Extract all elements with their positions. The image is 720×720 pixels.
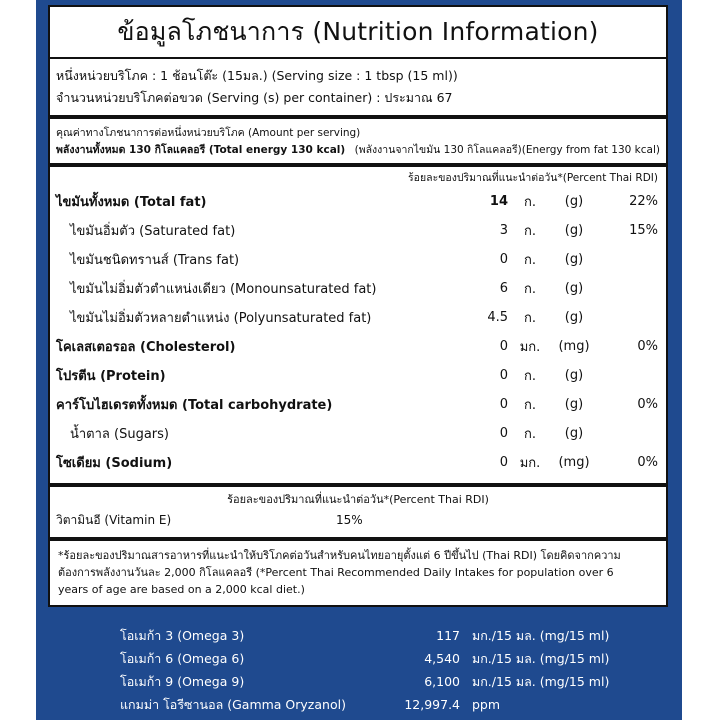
nutrient-name: คาร์โบไฮเดรตทั้งหมด (Total carbohydrate) xyxy=(56,398,333,413)
nutrient-unit-th: ก. xyxy=(523,398,536,413)
vitamin-e-row xyxy=(56,509,660,531)
nutrient-unit: (g) xyxy=(564,397,584,412)
nutrient-row-total-fat xyxy=(56,187,660,216)
nutrient-name: น้ำตาล (Sugars) xyxy=(70,427,169,442)
nutrient-row-monounsaturated-fat xyxy=(56,274,660,303)
nutrient-unit: (mg) xyxy=(558,455,590,470)
energy-from-fat: (พลังงานจากไขมัน 130 กิโลแคลอรี)(Energy from fat 130 kcal) xyxy=(354,144,660,156)
nutrient-qty: 3 xyxy=(499,223,508,238)
extra-nutrients xyxy=(120,624,660,716)
nutrient-qty: 6 xyxy=(499,281,508,296)
nutrient-row-trans-fat xyxy=(56,245,660,274)
nutrient-qty: 0 xyxy=(499,397,508,412)
nutrient-name: โซเดียม (Sodium) xyxy=(56,456,173,471)
vitamin-block xyxy=(50,487,666,537)
vitamin-rdi-header: ร้อยละของปริมาณที่แนะนำต่อวัน*(Percent Thai RDI) xyxy=(227,493,489,506)
total-energy: พลังงานทั้งหมด 130 กิโลแคลอรี (Total energy 130 kcal) xyxy=(56,144,346,156)
nutrient-qty: 4.5 xyxy=(487,310,508,325)
footnote xyxy=(50,541,666,604)
vitamin-e-name: วิตามินอี (Vitamin E) xyxy=(56,513,172,527)
nutrient-name: ไขมันทั้งหมด (Total fat) xyxy=(56,195,207,210)
nutrient-unit: (mg) xyxy=(558,339,590,354)
extra-unit: มก./15 มล. (mg/15 ml) xyxy=(472,628,610,643)
nutrient-pct: 0% xyxy=(637,339,658,354)
nutrient-unit-th: ก. xyxy=(523,195,536,210)
nutrient-qty: 0 xyxy=(499,339,508,354)
nutrient-row-sugars xyxy=(56,419,660,448)
footnote-line-2: ต้องการพลังงานวันละ 2,000 กิโลแคลอรี (*Percent Thai Recommended Daily Intakes for population over 6 xyxy=(58,566,614,579)
energy-row xyxy=(56,141,660,159)
extra-row-omega-3 xyxy=(120,624,660,647)
extra-unit: มก./15 มล. (mg/15 ml) xyxy=(472,651,610,666)
servings-per-container: จำนวนหน่วยบริโภคต่อขวด (Serving (s) per container) : ประมาณ 67 xyxy=(56,90,453,105)
nutrient-name: โคเลสเตอรอล (Cholesterol) xyxy=(56,340,236,355)
nutrition-label xyxy=(48,5,668,607)
footnote-line-1: *ร้อยละของปริมาณสารอาหารที่แนะนำให้บริโภคต่อวันสำหรับคนไทยอายุตั้งแต่ 6 ปีขึ้นไป (Thai RDI) โดยคิดจากความ xyxy=(58,549,621,562)
nutrient-qty: 0 xyxy=(499,252,508,267)
extra-name: โอเมก้า 9 (Omega 9) xyxy=(120,674,245,689)
nutrient-unit-th: มก. xyxy=(519,456,541,471)
rdi-header: ร้อยละของปริมาณที่แนะนำต่อวัน*(Percent Thai RDI) xyxy=(408,172,658,184)
nutrient-unit: (g) xyxy=(564,426,584,441)
extra-row-gamma-oryzanol xyxy=(120,693,660,716)
nutrient-qty: 0 xyxy=(499,426,508,441)
nutrient-unit: (g) xyxy=(564,368,584,383)
nutrient-unit: (g) xyxy=(564,310,584,325)
extra-row-omega-6 xyxy=(120,647,660,670)
footnote-line-3: years of age are based on a 2,000 kcal diet.) xyxy=(58,583,305,596)
nutrient-row-cholesterol xyxy=(56,332,660,361)
nutrient-row-sodium xyxy=(56,448,660,477)
serving-info xyxy=(50,59,666,109)
nutrient-name: ไขมันอิ่มตัว (Saturated fat) xyxy=(70,224,236,239)
nutrient-pct: 15% xyxy=(629,223,658,238)
nutrient-name: โปรตีน (Protein) xyxy=(56,369,166,384)
extra-value: 6,100 xyxy=(424,674,460,689)
serving-size: หนึ่งหน่วยบริโภค : 1 ช้อนโต๊ะ (15มล.) (Serving size : 1 tbsp (15 ml)) xyxy=(56,68,458,83)
extra-value: 4,540 xyxy=(424,651,460,666)
nutrient-unit-th: ก. xyxy=(523,311,536,326)
nutrient-unit-th: ก. xyxy=(523,427,536,442)
nutrient-unit-th: ก. xyxy=(523,224,536,239)
nutrient-row-polyunsaturated-fat xyxy=(56,303,660,332)
extra-value: 117 xyxy=(436,628,460,643)
extra-unit: ppm xyxy=(472,697,501,712)
nutrient-unit: (g) xyxy=(564,281,584,296)
nutrient-pct: 0% xyxy=(637,397,658,412)
nutrient-row-protein xyxy=(56,361,660,390)
nutrient-row-total-carbohydrate xyxy=(56,390,660,419)
nutrient-unit-th: ก. xyxy=(523,369,536,384)
extra-name: แกมม่า โอรีซานอล (Gamma Oryzanol) xyxy=(120,697,346,712)
nutrient-row-saturated-fat xyxy=(56,216,660,245)
nutrient-pct: 0% xyxy=(637,455,658,470)
nutrient-table xyxy=(50,167,666,483)
extra-unit: มก./15 มล. (mg/15 ml) xyxy=(472,674,610,689)
nutrient-name: ไขมันไม่อิ่มตัวตำแหน่งเดียว (Monounsaturated fat) xyxy=(70,282,377,297)
nutrient-name: ไขมันไม่อิ่มตัวหลายตำแหน่ง (Polyunsaturated fat) xyxy=(70,311,372,326)
nutrient-unit: (g) xyxy=(564,194,584,209)
nutrient-qty: 0 xyxy=(499,368,508,383)
vitamin-e-pct: 15% xyxy=(336,513,363,527)
nutrient-qty: 0 xyxy=(499,455,508,470)
nutrient-unit: (g) xyxy=(564,252,584,267)
label-title: ข้อมูลโภชนาการ (Nutrition Information) xyxy=(117,17,599,46)
amount-per-serving-block xyxy=(50,119,666,163)
amount-per-serving: คุณค่าทางโภชนาการต่อหนึ่งหน่วยบริโภค (Amount per serving) xyxy=(56,127,361,139)
extra-name: โอเมก้า 3 (Omega 3) xyxy=(120,628,245,643)
nutrient-unit-th: มก. xyxy=(519,340,541,355)
nutrient-qty: 14 xyxy=(489,194,508,209)
nutrient-unit-th: ก. xyxy=(523,282,536,297)
nutrient-unit-th: ก. xyxy=(523,253,536,268)
nutrient-pct: 22% xyxy=(629,194,658,209)
extra-name: โอเมก้า 6 (Omega 6) xyxy=(120,651,245,666)
extra-row-omega-9 xyxy=(120,670,660,693)
nutrient-name: ไขมันชนิดทรานส์ (Trans fat) xyxy=(70,253,240,268)
nutrient-unit: (g) xyxy=(564,223,584,238)
extra-value: 12,997.4 xyxy=(404,697,460,712)
